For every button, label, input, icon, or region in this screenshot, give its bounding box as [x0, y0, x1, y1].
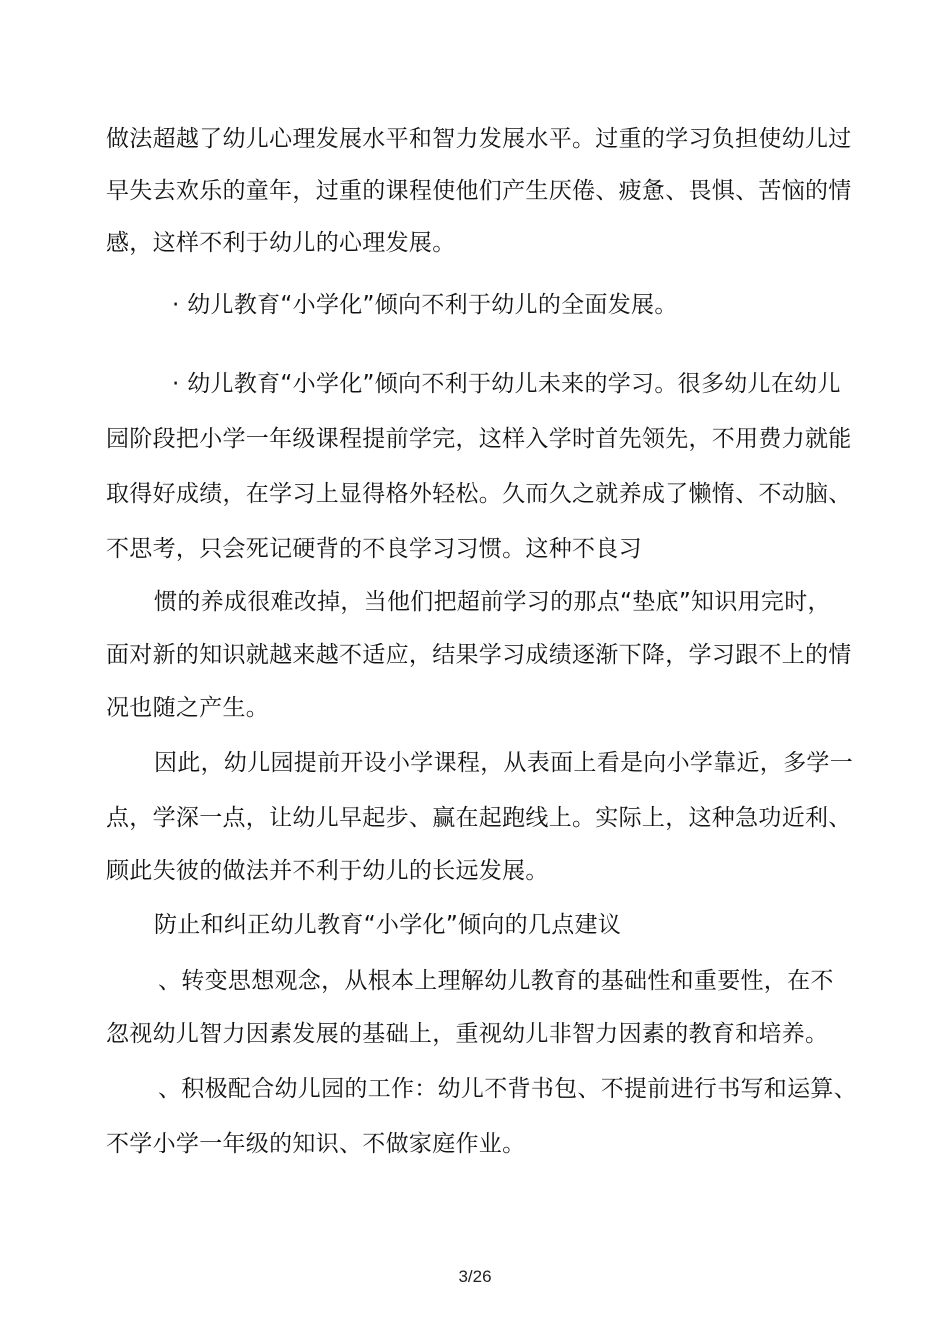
list-item: 、积极配合幼儿园的工作：幼儿不背书包、不提前进行书写和运算、	[158, 1076, 857, 1102]
text-line: 面对新的知识就越来越不适应，结果学习成绩逐渐下降，学习跟不上的情	[106, 642, 852, 668]
text-line: 早失去欢乐的童年，过重的课程使他们产生厌倦、疲惫、畏惧、苦恼的情	[106, 178, 852, 204]
bullet-item: · 幼儿教育“小学化”倾向不利于幼儿的全面发展。	[172, 292, 678, 318]
text-line: 感，这样不利于幼儿的心理发展。	[106, 230, 456, 256]
bullet-item: · 幼儿教育“小学化”倾向不利于幼儿未来的学习。很多幼儿在幼儿	[172, 371, 841, 397]
text-line: 不学小学一年级的知识、不做家庭作业。	[106, 1131, 526, 1157]
text-line: 惯的养成很难改掉，当他们把超前学习的那点“垫底”知识用完时，	[154, 589, 831, 615]
text-line: 顾此失彼的做法并不利于幼儿的长远发展。	[106, 858, 549, 884]
text-line: 取得好成绩，在学习上显得格外轻松。久而久之就养成了懒惰、不动脑、	[106, 481, 852, 507]
text-line: 园阶段把小学一年级课程提前学完，这样入学时首先领先，不用费力就能	[106, 426, 852, 452]
text-line: 忽视幼儿智力因素发展的基础上，重视幼儿非智力因素的教育和培养。	[106, 1021, 829, 1047]
page-number: 3/26	[458, 1267, 492, 1286]
text-line: 不思考，只会死记硬背的不良学习习惯。这种不良习	[106, 536, 642, 562]
text-line: 做法超越了幼儿心理发展水平和智力发展水平。过重的学习负担使幼儿过	[106, 126, 852, 152]
section-heading: 防止和纠正幼儿教育“小学化”倾向的几点建议	[154, 912, 622, 938]
text-line: 点，学深一点，让幼儿早起步、赢在起跑线上。实际上，这种急功近利、	[106, 805, 852, 831]
text-line: 因此，幼儿园提前开设小学课程，从表面上看是向小学靠近，多学一	[154, 750, 853, 776]
text-line: 况也随之产生。	[106, 695, 270, 721]
list-item: 、转变思想观念，从根本上理解幼儿教育的基础性和重要性，在不	[158, 968, 834, 994]
